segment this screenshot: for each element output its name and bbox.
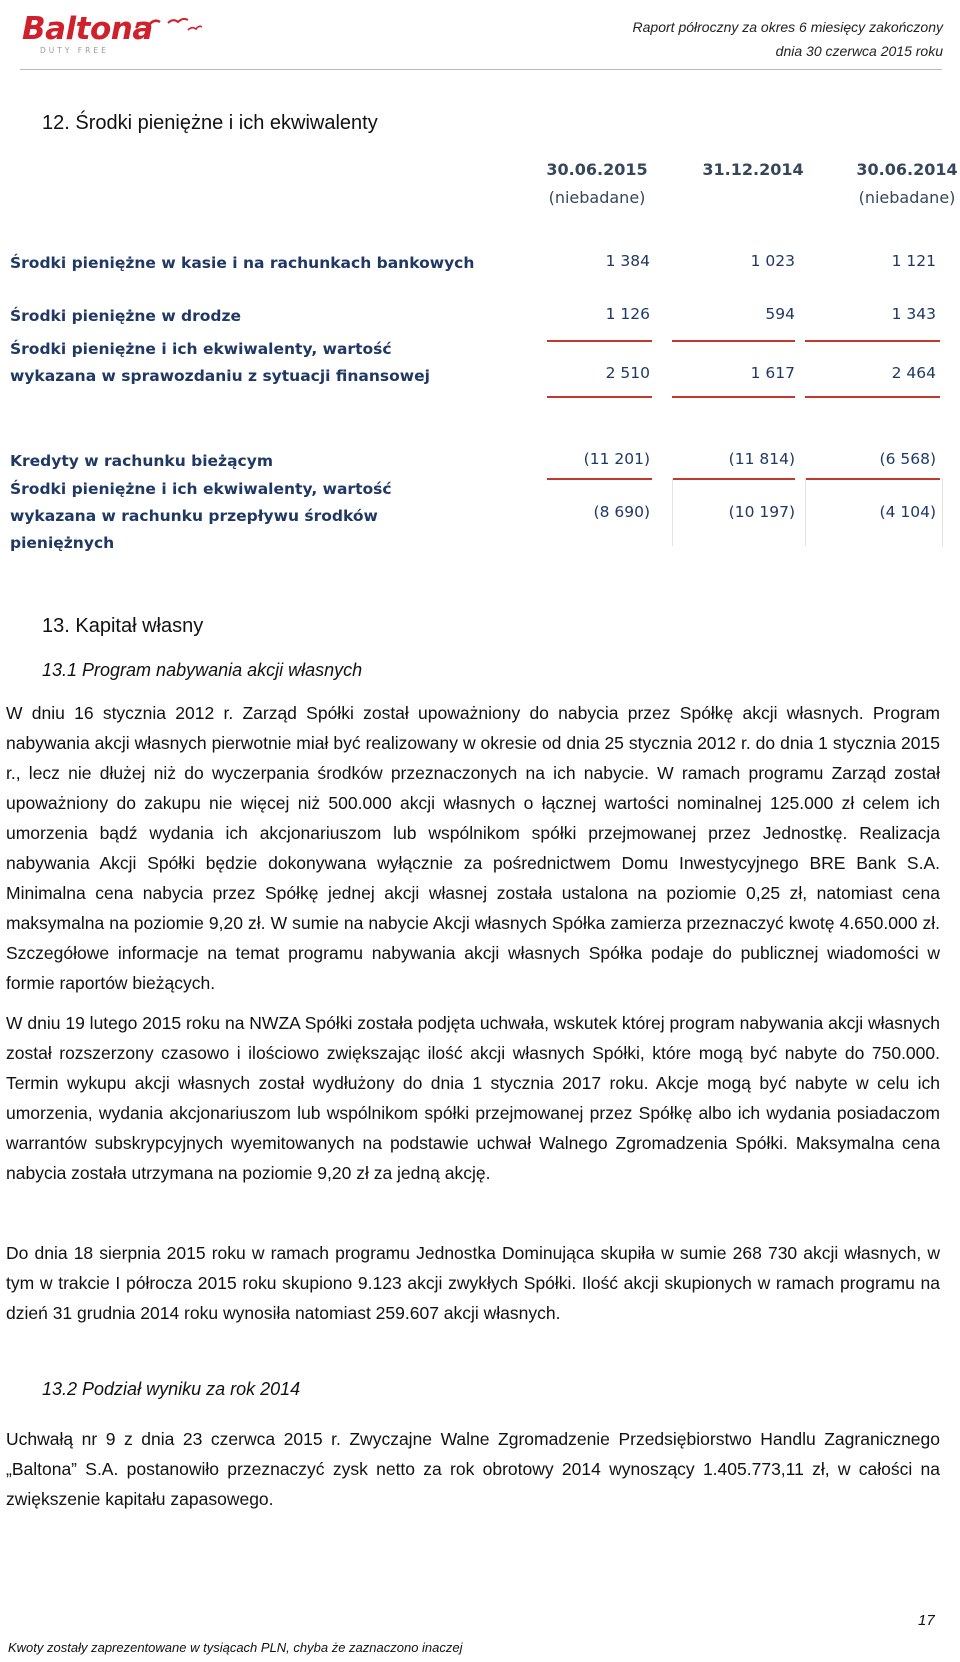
cashflow-rule: [672, 478, 795, 480]
cell: 2 464: [891, 364, 936, 382]
paragraph-shares-purchased: Do dnia 18 sierpnia 2015 roku w ramach programu Jednostka Dominująca skupiła w sumie 268 730 akcji własnych, w tym w trakcie I półrocza 2015 roku skupiono 9.123 akcji zwykłych Spółki. Ilość akcji skupionych w ramach programu na dzień 31 grudnia 2014 roku wynosiła natomiast 259.607 akcji własnych.: [6, 1243, 940, 1323]
subtotal-rule: [805, 340, 940, 342]
cell: 594: [765, 305, 795, 323]
total-rule: [805, 396, 940, 398]
logo-subtitle: DUTY FREE: [40, 46, 109, 55]
column-separator: [672, 478, 673, 546]
cell: (6 568): [879, 450, 936, 468]
paragraph-nwza-resolution: W dniu 19 lutego 2015 roku na NWZA Spółki została podjęta uchwała, wskutek której program nabywania akcji własnych został rozszerzony czasowo i ilościowo zwiększając ilość akcji własnych Spółki, które mogą być nabyte do 750.000. Termin wykupu akcji własnych został wydłużony do dnia 1 stycznia 2017 roku. Akcje mogą być nabyte w celu ich umorzenia, wydania akcjonariuszom lub wspólnikom spółki przejmowanej przez Spółkę albo ich wydania posiadaczom warrantów subskrypcyjnych wyemitowanych na podstawie uchwał Walnego Zgromadzenia Spółki. Maksymalna cena nabycia została utrzymana na poziomie 9,20 zł za jedną akcję.: [6, 1013, 940, 1183]
cash-table: [0, 148, 960, 552]
cell: (8 690): [593, 503, 650, 521]
row-label-cash-in-bank: Środki pieniężne w kasie i na rachunkach bankowych: [10, 254, 475, 272]
header-divider: [20, 69, 942, 70]
column-separator: [942, 478, 943, 546]
cell: 1 617: [750, 364, 795, 382]
report-title-line2: dnia 30 czerwca 2015 roku: [775, 43, 943, 59]
col-header-date-3: 30.06.2014: [856, 160, 958, 179]
cell: 1 126: [605, 305, 650, 323]
report-title-line1: Raport półroczny za okres 6 miesięcy zakończony: [632, 19, 943, 35]
total-rule: [547, 396, 652, 398]
birds-icon: [132, 14, 202, 36]
col-header-date-1: 30.06.2015: [546, 160, 648, 179]
cashflow-rule: [547, 478, 652, 480]
cell: 2 510: [605, 364, 650, 382]
subsection-13-2-title: 13.2 Podział wyniku za rok 2014: [42, 1379, 301, 1399]
page-number: 17: [918, 1612, 935, 1629]
col-header-note-3: (niebadane): [858, 188, 956, 207]
cell: 1 121: [891, 252, 936, 270]
section-13-title: 13. Kapitał własny: [42, 615, 204, 637]
column-separator: [805, 478, 806, 546]
cell: (11 814): [728, 450, 795, 468]
subtotal-rule: [672, 340, 795, 342]
section-12-title: 12. Środki pieniężne i ich ekwiwalenty: [42, 112, 378, 134]
cell: 1 343: [891, 305, 936, 323]
row-label-overdraft: Kredyty w rachunku bieżącym: [10, 452, 273, 470]
subtotal-rule: [547, 340, 652, 342]
paragraph-profit-distribution: Uchwałą nr 9 z dnia 23 czerwca 2015 r. Zwyczajne Walne Zgromadzenie Przedsiębiorstwo Handlu Zagranicznego „Baltona” S.A. postanowiło przeznaczyć zysk netto za rok obrotowy 2014 wynoszący 1.405.773,11 zł, w całości na zwiększenie kapitału zapasowego.: [6, 1429, 940, 1509]
cashflow-rule: [805, 478, 940, 480]
row-label-cash-equivalents-balance: Środki pieniężne i ich ekwiwalenty, wartość wykazana w sprawozdaniu z sytuacji finansowej: [10, 340, 430, 385]
cell: 1 384: [605, 252, 650, 270]
row-label-cash-in-transit: Środki pieniężne w drodze: [10, 307, 242, 325]
footer-note: Kwoty zostały zaprezentowane w tysiącach PLN, chyba że zaznaczono inaczej: [8, 1640, 463, 1655]
row-label-cash-equivalents-cashflow: Środki pieniężne i ich ekwiwalenty, wartość wykazana w rachunku przepływu środków pieniężnych: [10, 480, 392, 552]
cell: (4 104): [879, 503, 936, 521]
subsection-13-1-title: 13.1 Program nabywania akcji własnych: [42, 660, 363, 680]
report-header: [633, 15, 943, 63]
col-header-note-1: (niebadane): [548, 188, 646, 207]
cell: (10 197): [728, 503, 795, 521]
logo-wordmark: Baltona: [22, 11, 153, 47]
cell: 1 023: [750, 252, 795, 270]
col-header-date-2: 31.12.2014: [702, 160, 804, 179]
paragraph-buyback-program: W dniu 16 stycznia 2012 r. Zarząd Spółki został upoważniony do nabycia przez Spółkę akcji własnych. Program nabywania akcji własnych pierwotnie miał być realizowany w okresie od dnia 25 stycznia 2012 r. do dnia 1 stycznia 2015 r., lecz nie dłużej niż do wyczerpania środków przeznaczonych na ich nabycie. W ramach programu Zarząd został upoważniony do zakupu nie więcej niż 500.000 akcji własnych o łącznej wartości nominalnej 125.000 zł celem ich umorzenia bądź wydania ich akcjonariuszom lub wspólnikom spółki przejmowanej przez Jednostkę. Realizacja nabywania Akcji Spółki będzie dokonywana wyłącznie za pośrednictwem Domu Inwestycyjnego BRE Bank S.A. Minimalna cena nabycia przez Spółkę jednej akcji własnej została ustalona na poziomie 0,25 zł, natomiast cena maksymalna na poziomie 9,20 zł. W sumie na nabycie Akcji własnych Spółka zamierza przeznaczyć kwotę 4.650.000 zł. Szczegółowe informacje na temat programu nabywania akcji własnych Spółka podaje do publicznej wiadomości w formie raportów bieżących.: [6, 703, 940, 993]
total-rule: [672, 396, 795, 398]
cell: (11 201): [583, 450, 650, 468]
baltona-logo: [22, 12, 200, 60]
